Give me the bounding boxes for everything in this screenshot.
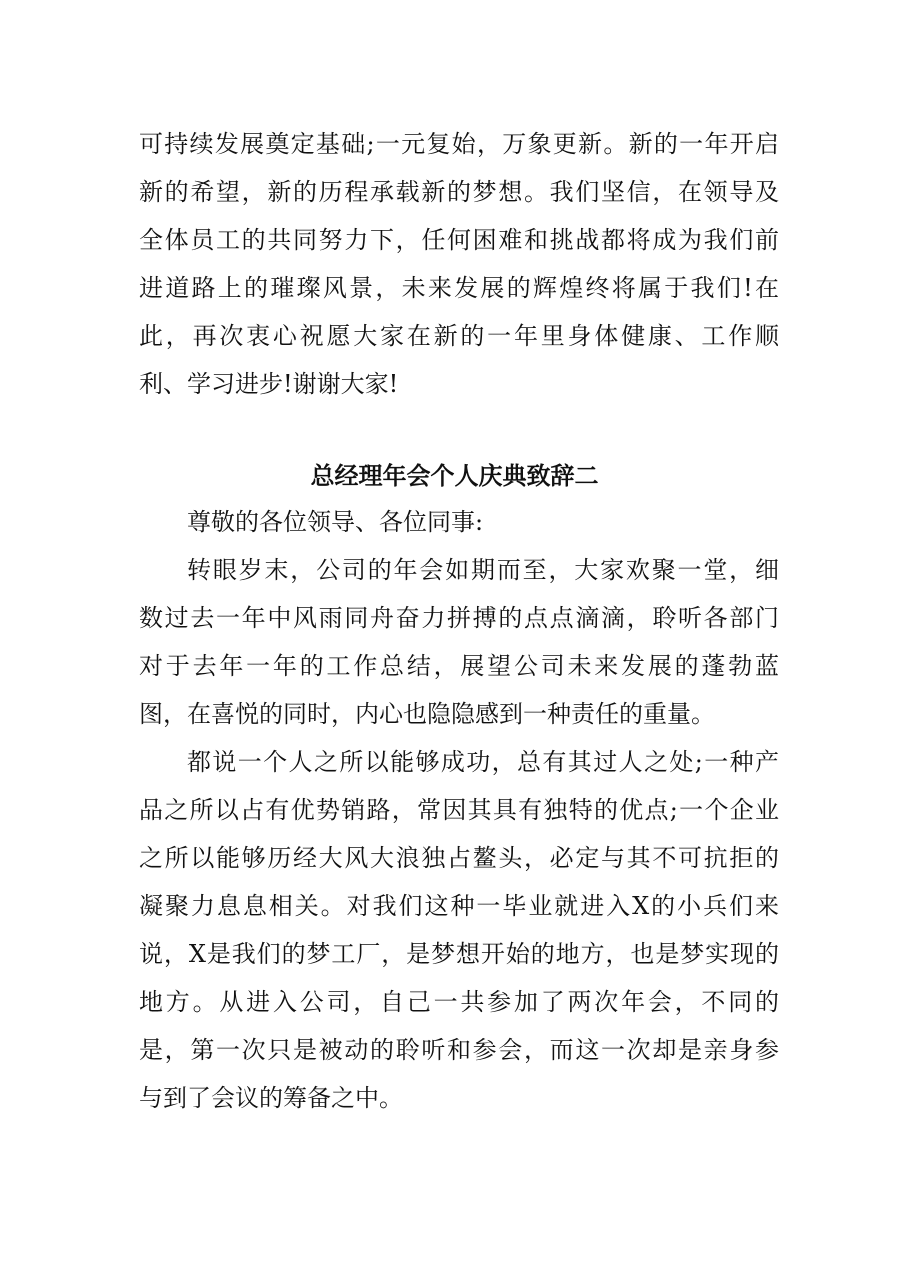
salutation-line: 尊敬的各位领导、各位同事: [187,508,484,536]
paragraph-line: 品之所以占有优势销路，常因其具有独特的优点;一个企业 [139,796,779,824]
paragraph-line: 转眼岁末，公司的年会如期而至，大家欢聚一堂，细 [187,556,779,584]
paragraph-line: 对于去年一年的工作总结，展望公司未来发展的蓬勃蓝 [139,652,779,680]
speech-body [139,498,779,1122]
paragraph-line: 凝聚力息息相关。对我们这种一毕业就进入X的小兵们来 [139,892,779,920]
paragraph-line: 此，再次衷心祝愿大家在新的一年里身体健康、工作顺 [139,322,779,350]
previous-speech-ending [139,120,779,408]
paragraph-line: 数过去一年中风雨同舟奋力拼搏的点点滴滴，聆听各部门 [139,604,779,632]
paragraph-line: 地方。从进入公司，自己一共参加了两次年会，不同的 [139,988,779,1016]
paragraph-line: 之所以能够历经大风大浪独占鳌头，必定与其不可抗拒的 [139,844,779,872]
section-title: 总经理年会个人庆典致辞二 [310,461,599,490]
paragraph-line: 全体员工的共同努力下，任何困难和挑战都将成为我们前 [139,226,779,254]
paragraph-line: 利、学习进步!谢谢大家! [139,370,399,398]
paragraph-line: 说，X是我们的梦工厂，是梦想开始的地方，也是梦实现的 [139,940,779,968]
paragraph-line: 可持续发展奠定基础;一元复始，万象更新。新的一年开启 [139,130,779,158]
paragraph-line: 图，在喜悦的同时，内心也隐隐感到一种责任的重量。 [139,700,715,728]
paragraph-line: 都说一个人之所以能够成功，总有其过人之处;一种产 [187,748,779,776]
paragraph-line: 新的希望，新的历程承载新的梦想。我们坚信，在领导及 [139,178,779,206]
paragraph-line: 与到了会议的筹备之中。 [139,1084,403,1112]
paragraph-line: 是，第一次只是被动的聆听和参会，而这一次却是亲身参 [139,1036,779,1064]
paragraph-line: 进道路上的璀璨风景，未来发展的辉煌终将属于我们!在 [139,274,779,302]
